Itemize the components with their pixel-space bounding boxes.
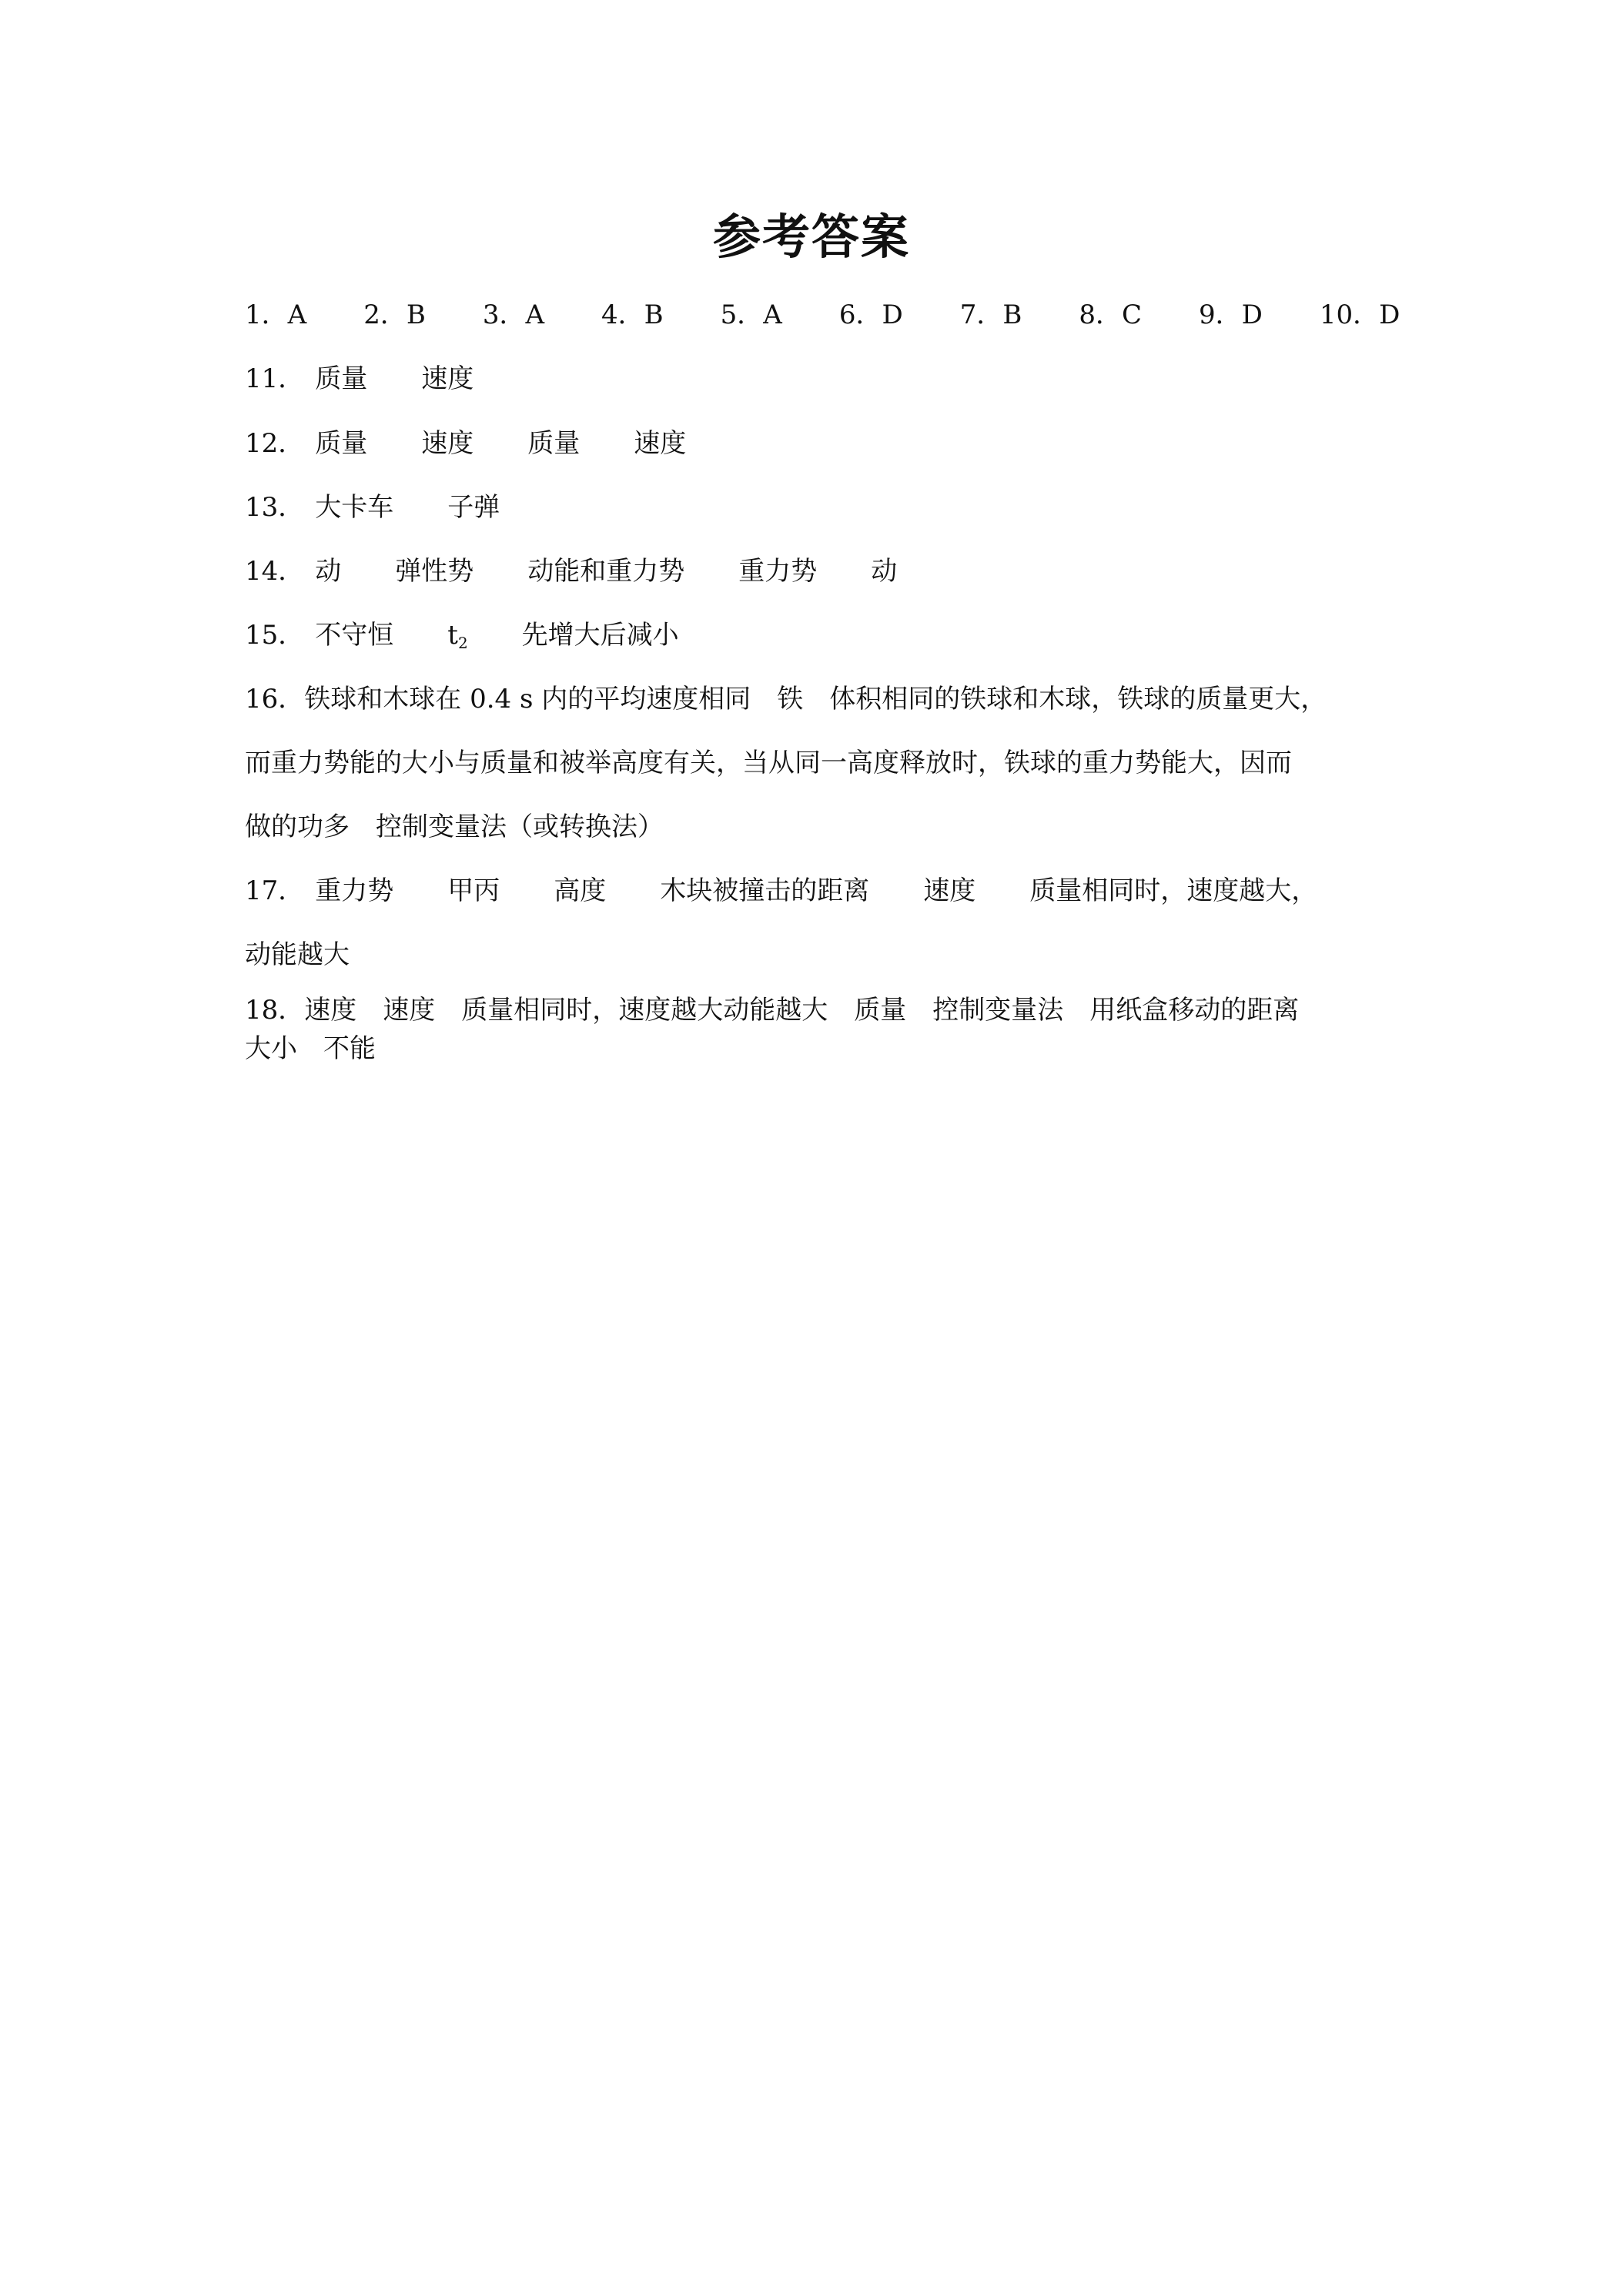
answer-q17-line2: 动能越大 [245, 939, 350, 970]
question-number: 13． [245, 492, 305, 523]
question-number: 17． [245, 875, 305, 906]
answer-text: 弹性势 [395, 556, 474, 587]
answer-q13 [245, 490, 1377, 524]
question-number: 15． [245, 620, 305, 651]
answer-q14 [245, 554, 1377, 588]
answer-q12 [245, 427, 1377, 460]
answer-text: 速度 [421, 428, 474, 459]
mc-answer: 7．B [959, 300, 1022, 330]
answer-text: 大卡车 [315, 492, 394, 523]
page-title: 参考答案 [712, 209, 910, 265]
answer-q18-line1: 18．速度 速度 质量相同时，速度越大动能越大 质量 控制变量法 用纸盒移动的距离 [245, 995, 1300, 1026]
question-number: 14． [245, 556, 305, 587]
answer-q16-line2: 而重力势能的大小与质量和被举高度有关，当从同一高度释放时，铁球的重力势能大，因而 [245, 748, 1292, 778]
time-subscript: 2 [457, 634, 468, 652]
answer-text: 先增大后减小 [521, 620, 679, 651]
mc-answer: 2．B [363, 300, 426, 330]
question-number: 12． [245, 428, 305, 459]
answer-q11 [245, 362, 1377, 396]
mc-answer: 5．A [720, 300, 782, 330]
answer-q15 [245, 618, 1377, 660]
mc-answer: 4．B [601, 300, 664, 330]
answer-text: 质量 [315, 363, 368, 394]
mc-answer: 3．A [482, 300, 544, 330]
mc-answer: 8．C [1079, 300, 1142, 330]
answer-text: 质量 [527, 428, 581, 459]
answer-text: 重力势 [315, 875, 394, 906]
answer-text: 速度 [634, 428, 687, 459]
multiple-choice-answers [245, 298, 1400, 332]
answer-text: 木块被撞击的距离 [660, 875, 870, 906]
answer-text: 速度 [923, 875, 976, 906]
mc-answer: 10．D [1319, 300, 1400, 330]
answer-text: 不守恒 [315, 620, 394, 651]
mc-answer: 9．D [1199, 300, 1263, 330]
answer-q16-line3: 做的功多 控制变量法（或转换法） [245, 812, 664, 842]
mc-answer: 1．A [245, 300, 307, 330]
answer-text: 子弹 [447, 492, 500, 523]
answer-text: 重力势 [738, 556, 818, 587]
answer-text: 质量 [315, 428, 368, 459]
answer-q16-line1: 16．铁球和木球在 0.4 s 内的平均速度相同 铁 体积相同的铁球和木球，铁球的质量更大， [245, 684, 1327, 715]
answer-q17-line1 [245, 874, 1377, 908]
answer-text: 质量相同时，速度越大， [1029, 875, 1318, 906]
answer-text: 高度 [554, 875, 607, 906]
mc-answer: 6．D [838, 300, 903, 330]
answer-text: 动能和重力势 [527, 556, 685, 587]
answer-q18-line2: 大小 不能 [245, 1033, 376, 1064]
answer-text: 动 [315, 556, 342, 587]
time-symbol: t [447, 620, 458, 651]
answer-text: 动 [871, 556, 898, 587]
answer-text-time [447, 618, 467, 660]
answer-text: 速度 [421, 363, 474, 394]
question-number: 11． [245, 363, 305, 394]
answer-text: 甲丙 [447, 875, 500, 906]
